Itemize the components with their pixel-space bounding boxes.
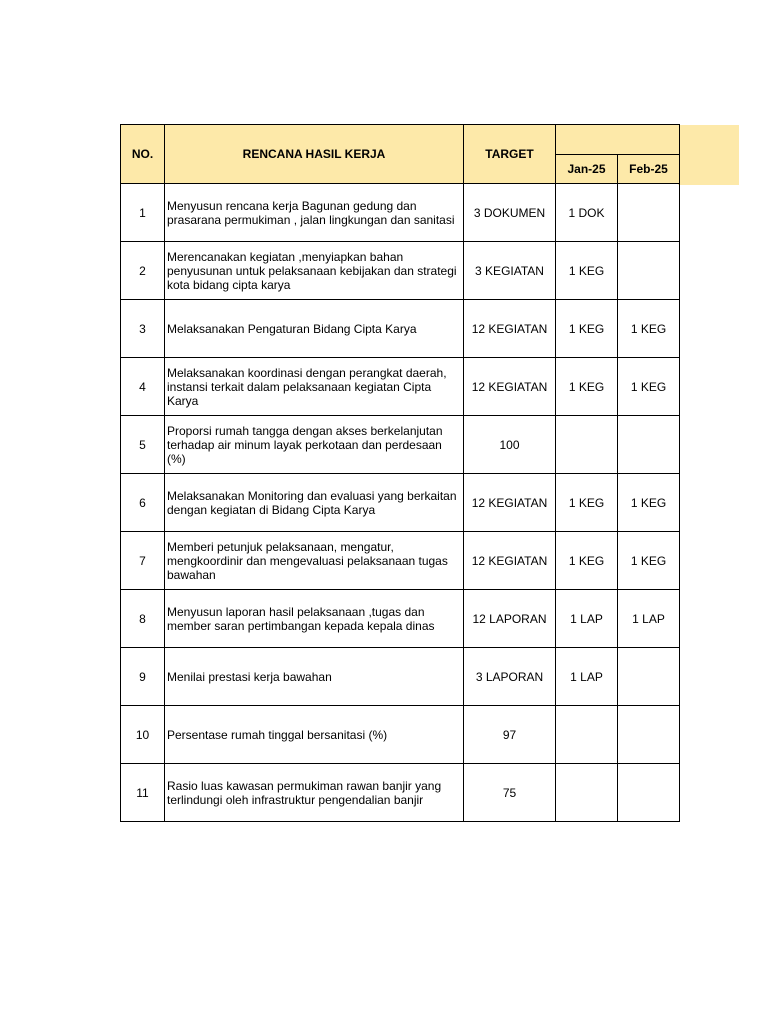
table-row [121, 358, 680, 416]
row-description: Memberi petunjuk pelaksanaan, mengatur, mengkoordinir dan mengevaluasi pelaksanaan tugas bawahan [165, 532, 464, 590]
row-jan-value [556, 706, 618, 764]
row-jan-value: 1 LAP [556, 648, 618, 706]
row-number: 6 [121, 474, 165, 532]
row-number: 9 [121, 648, 165, 706]
row-target: 12 KEGIATAN [464, 358, 556, 416]
row-description: Menyusun rencana kerja Bagunan gedung dan prasarana permukiman , jalan lingkungan dan sanitasi [165, 184, 464, 242]
row-number: 5 [121, 416, 165, 474]
row-target: 12 KEGIATAN [464, 474, 556, 532]
row-feb-value [618, 242, 680, 300]
row-target: 12 KEGIATAN [464, 532, 556, 590]
row-description: Merencanakan kegiatan ,menyiapkan bahan penyusunan untuk pelaksanaan kebijakan dan strategi kota bidang cipta karya [165, 242, 464, 300]
table-row [121, 242, 680, 300]
header-no: NO. [121, 125, 165, 184]
table-row [121, 532, 680, 590]
rencana-hasil-kerja-table [120, 124, 680, 822]
table-row [121, 648, 680, 706]
row-target: 97 [464, 706, 556, 764]
header-target: TARGET [464, 125, 556, 184]
row-description: Melaksanakan Pengaturan Bidang Cipta Karya [165, 300, 464, 358]
row-description: Melaksanakan Monitoring dan evaluasi yang berkaitan dengan kegiatan di Bidang Cipta Karya [165, 474, 464, 532]
row-number: 4 [121, 358, 165, 416]
row-number: 1 [121, 184, 165, 242]
row-feb-value [618, 648, 680, 706]
table-row [121, 300, 680, 358]
row-jan-value [556, 416, 618, 474]
row-feb-value [618, 184, 680, 242]
row-description: Rasio luas kawasan permukiman rawan banjir yang terlindungi oleh infrastruktur pengendalian banjir [165, 764, 464, 822]
table-row [121, 474, 680, 532]
row-number: 10 [121, 706, 165, 764]
row-jan-value: 1 DOK [556, 184, 618, 242]
table-header [121, 125, 680, 184]
row-jan-value: 1 LAP [556, 590, 618, 648]
row-description: Melaksanakan koordinasi dengan perangkat daerah, instansi terkait dalam pelaksanaan kegiatan Cipta Karya [165, 358, 464, 416]
row-feb-value: 1 KEG [618, 474, 680, 532]
row-target: 3 DOKUMEN [464, 184, 556, 242]
row-feb-value [618, 706, 680, 764]
row-feb-value [618, 416, 680, 474]
row-jan-value: 1 KEG [556, 242, 618, 300]
row-target: 12 LAPORAN [464, 590, 556, 648]
header-month-feb: Feb-25 [618, 155, 680, 184]
row-jan-value: 1 KEG [556, 474, 618, 532]
row-feb-value [618, 764, 680, 822]
row-number: 7 [121, 532, 165, 590]
row-description: Persentase rumah tinggal bersanitasi (%) [165, 706, 464, 764]
row-number: 8 [121, 590, 165, 648]
header-rencana-hasil-kerja: RENCANA HASIL KERJA [165, 125, 464, 184]
row-number: 11 [121, 764, 165, 822]
row-number: 2 [121, 242, 165, 300]
row-jan-value: 1 KEG [556, 532, 618, 590]
row-target: 12 KEGIATAN [464, 300, 556, 358]
table-row [121, 184, 680, 242]
header-month-group [556, 125, 680, 155]
row-jan-value: 1 KEG [556, 358, 618, 416]
row-number: 3 [121, 300, 165, 358]
row-feb-value: 1 KEG [618, 300, 680, 358]
table-row [121, 764, 680, 822]
row-description: Menilai prestasi kerja bawahan [165, 648, 464, 706]
table-row [121, 706, 680, 764]
table-row [121, 590, 680, 648]
row-feb-value: 1 KEG [618, 532, 680, 590]
row-target: 75 [464, 764, 556, 822]
row-description: Proporsi rumah tangga dengan akses berkelanjutan terhadap air minum layak perkotaan dan perdesaan (%) [165, 416, 464, 474]
table-row [121, 416, 680, 474]
header-month-jan: Jan-25 [556, 155, 618, 184]
header-fill-extension [678, 125, 739, 185]
row-jan-value [556, 764, 618, 822]
row-target: 3 LAPORAN [464, 648, 556, 706]
row-description: Menyusun laporan hasil pelaksanaan ,tugas dan member saran pertimbangan kepada kepala dinas [165, 590, 464, 648]
row-target: 100 [464, 416, 556, 474]
row-feb-value: 1 LAP [618, 590, 680, 648]
table-body [121, 184, 680, 822]
row-target: 3 KEGIATAN [464, 242, 556, 300]
row-jan-value: 1 KEG [556, 300, 618, 358]
row-feb-value: 1 KEG [618, 358, 680, 416]
